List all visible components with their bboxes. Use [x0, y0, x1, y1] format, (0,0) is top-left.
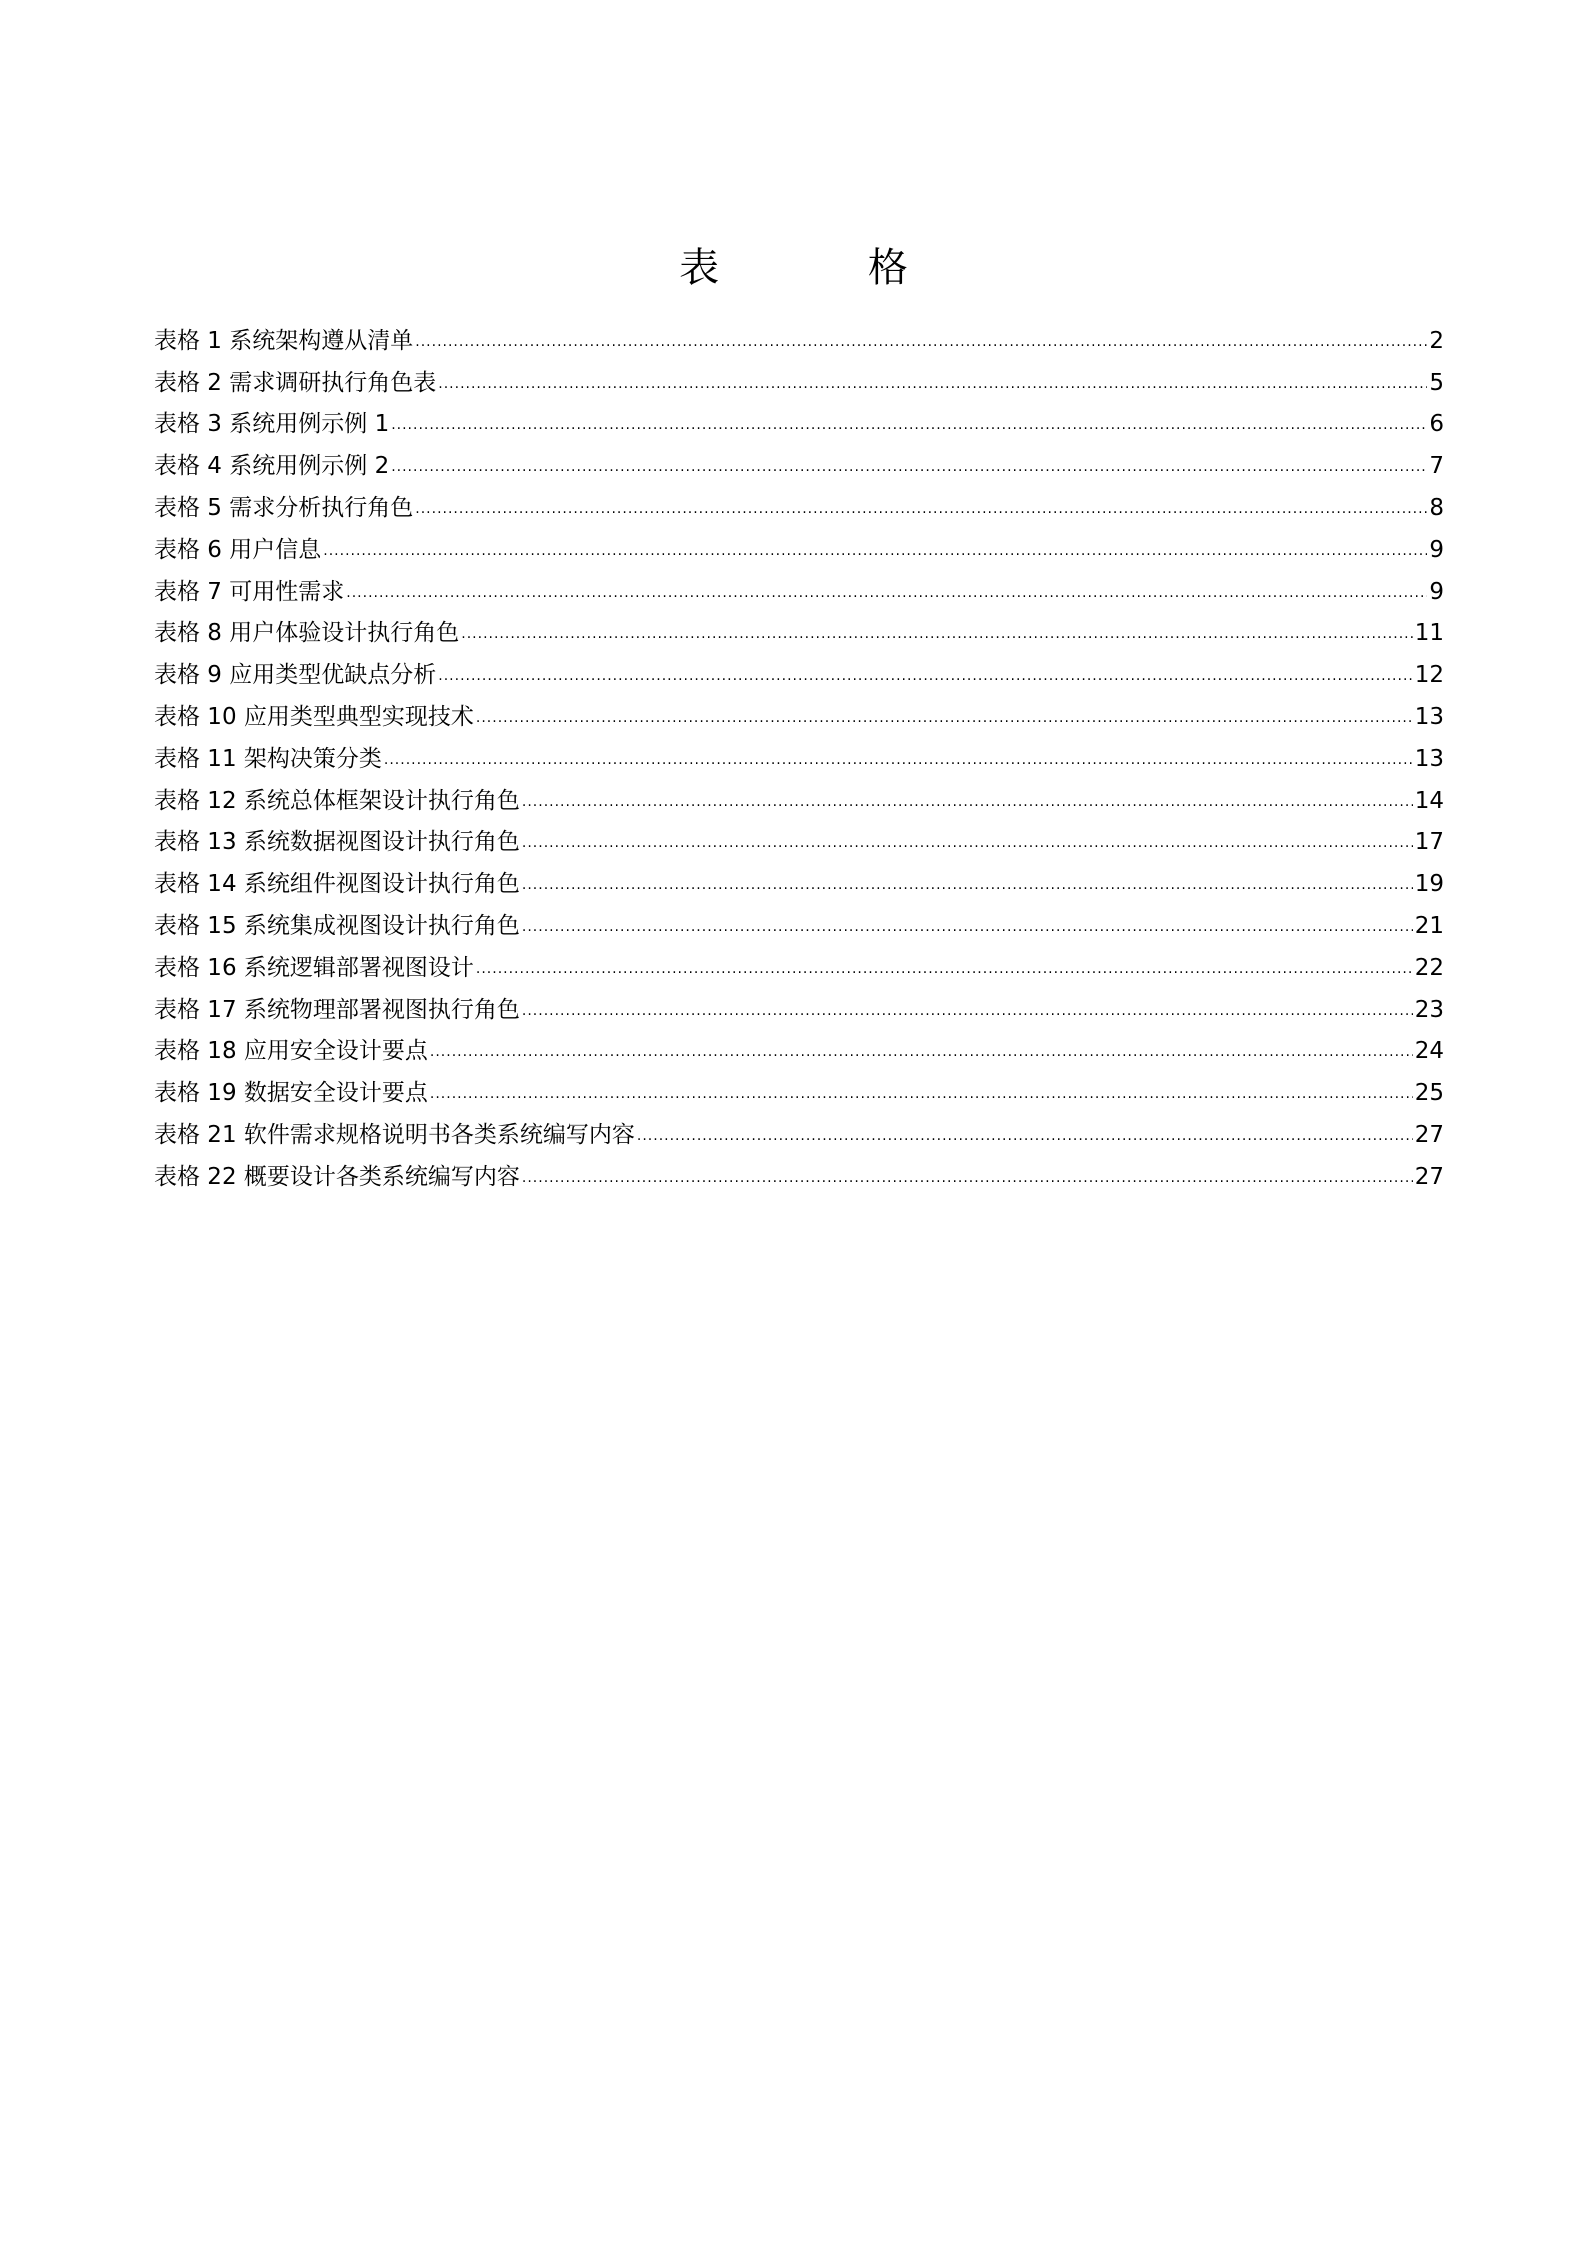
toc-entry[interactable] [154, 607, 1444, 649]
toc-entry-label: 表格 9 应用类型优缺点分析 [154, 662, 437, 689]
toc-entry-page: 19 [1414, 871, 1444, 898]
toc-entry[interactable] [154, 732, 1444, 774]
dot-leader [438, 377, 1427, 391]
toc-entry-label: 表格 14 系统组件视图设计执行角色 [154, 871, 520, 898]
toc-entry-page: 7 [1429, 453, 1444, 480]
toc-entry[interactable] [154, 565, 1444, 607]
dot-leader [384, 753, 1413, 767]
dot-leader [522, 1171, 1413, 1185]
toc-entry-page: 25 [1414, 1080, 1444, 1107]
toc-entry-label: 表格 6 用户信息 [154, 536, 322, 563]
toc-entry-label: 表格 21 软件需求规格说明书各类系统编写内容 [154, 1121, 635, 1148]
toc-entry-label: 表格 10 应用类型典型实现技术 [154, 703, 474, 730]
dot-leader [522, 1004, 1413, 1018]
toc-entry[interactable] [154, 816, 1444, 858]
toc-entry-page: 17 [1414, 829, 1444, 856]
dot-leader [415, 335, 1427, 349]
dot-leader [522, 795, 1413, 809]
toc-entry[interactable] [154, 774, 1444, 816]
toc-entry-page: 27 [1414, 1163, 1444, 1190]
toc-entry[interactable] [154, 857, 1444, 899]
dot-leader [438, 669, 1412, 683]
toc-entry[interactable] [154, 1108, 1444, 1150]
toc-entry[interactable] [154, 941, 1444, 983]
toc-entry-page: 24 [1414, 1038, 1444, 1065]
toc-entry-page: 9 [1429, 578, 1444, 605]
dot-leader [522, 836, 1413, 850]
toc-entry-page: 21 [1414, 912, 1444, 939]
toc-entry[interactable] [154, 1150, 1444, 1192]
dot-leader [522, 920, 1413, 934]
toc-entry-label: 表格 22 概要设计各类系统编写内容 [154, 1163, 520, 1190]
toc-entry[interactable] [154, 356, 1444, 398]
toc-entry-label: 表格 18 应用安全设计要点 [154, 1038, 428, 1065]
toc-entry-label: 表格 1 系统架构遵从清单 [154, 327, 414, 354]
toc-entry[interactable] [154, 690, 1444, 732]
dot-leader [391, 418, 1427, 432]
toc-entry-label: 表格 17 系统物理部署视图执行角色 [154, 996, 520, 1023]
toc-entry[interactable] [154, 1066, 1444, 1108]
dot-leader [430, 1087, 1413, 1101]
page-title: 表 格 [679, 245, 976, 291]
toc-entry-page: 9 [1429, 536, 1444, 563]
dot-leader [522, 878, 1413, 892]
table-of-tables [154, 314, 1444, 1192]
toc-entry-label: 表格 8 用户体验设计执行角色 [154, 620, 460, 647]
toc-entry-label: 表格 5 需求分析执行角色 [154, 494, 414, 521]
toc-entry[interactable] [154, 648, 1444, 690]
toc-entry[interactable] [154, 523, 1444, 565]
dot-leader [476, 711, 1413, 725]
toc-entry-page: 5 [1429, 369, 1444, 396]
toc-entry-label: 表格 13 系统数据视图设计执行角色 [154, 829, 520, 856]
toc-entry-label: 表格 19 数据安全设计要点 [154, 1080, 428, 1107]
dot-leader [461, 627, 1412, 641]
toc-entry-page: 8 [1429, 494, 1444, 521]
dot-leader [346, 586, 1427, 600]
toc-entry-page: 14 [1414, 787, 1444, 814]
dot-leader [391, 460, 1427, 474]
toc-entry[interactable] [154, 398, 1444, 440]
toc-entry-label: 表格 4 系统用例示例 2 [154, 453, 390, 480]
toc-entry[interactable] [154, 1025, 1444, 1067]
toc-entry[interactable] [154, 439, 1444, 481]
toc-entry-page: 27 [1414, 1121, 1444, 1148]
toc-entry-label: 表格 11 架构决策分类 [154, 745, 382, 772]
toc-entry-page: 11 [1414, 620, 1444, 647]
toc-entry-page: 22 [1414, 954, 1444, 981]
toc-entry-page: 6 [1429, 411, 1444, 438]
toc-entry-label: 表格 2 需求调研执行角色表 [154, 369, 437, 396]
toc-entry-page: 23 [1414, 996, 1444, 1023]
toc-entry-page: 12 [1414, 662, 1444, 689]
toc-entry-label: 表格 7 可用性需求 [154, 578, 345, 605]
toc-entry-label: 表格 12 系统总体框架设计执行角色 [154, 787, 520, 814]
dot-leader [415, 502, 1427, 516]
toc-entry-label: 表格 16 系统逻辑部署视图设计 [154, 954, 474, 981]
toc-entry[interactable] [154, 983, 1444, 1025]
toc-entry-page: 13 [1414, 745, 1444, 772]
toc-entry[interactable] [154, 899, 1444, 941]
dot-leader [323, 544, 1427, 558]
toc-entry-page: 2 [1429, 327, 1444, 354]
toc-entry[interactable] [154, 481, 1444, 523]
dot-leader [430, 1045, 1413, 1059]
dot-leader [637, 1129, 1413, 1143]
dot-leader [476, 962, 1413, 976]
toc-entry-label: 表格 3 系统用例示例 1 [154, 411, 390, 438]
toc-entry-page: 13 [1414, 703, 1444, 730]
toc-entry[interactable] [154, 314, 1444, 356]
toc-entry-label: 表格 15 系统集成视图设计执行角色 [154, 912, 520, 939]
